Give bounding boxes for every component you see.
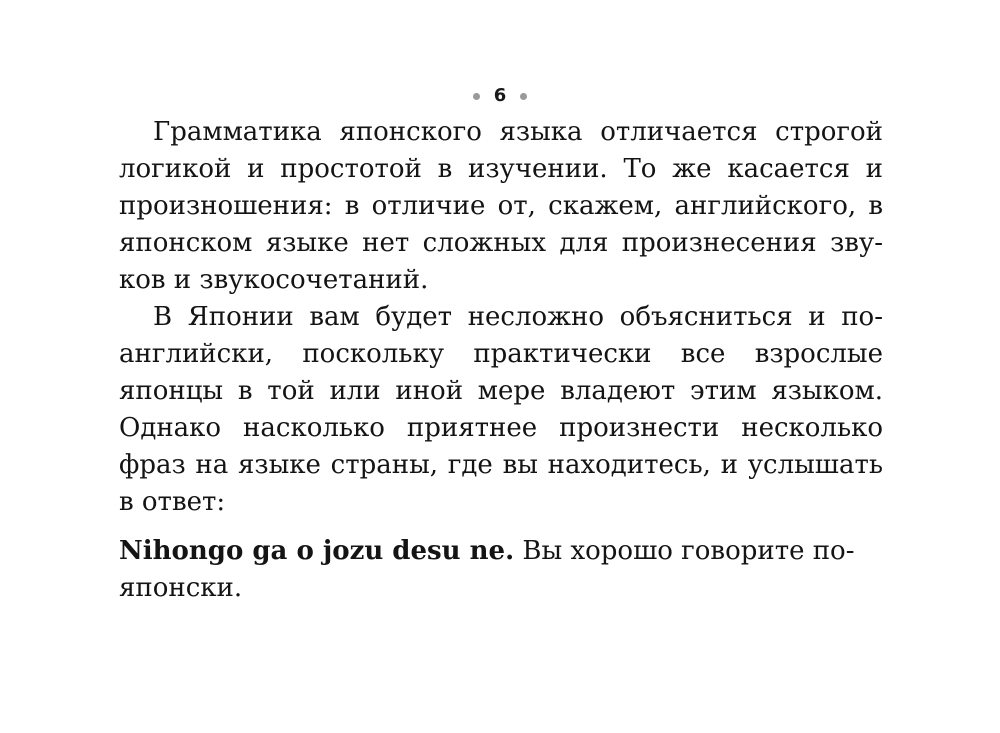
page-number: 6 xyxy=(493,85,507,106)
phrase-translation: Вы хорошо говорите по-японски. xyxy=(119,536,855,603)
body-text xyxy=(119,114,883,607)
right-dot-ornament xyxy=(520,93,527,100)
page-number-header xyxy=(0,84,1000,108)
paragraph-english: В Японии вам будет несложно объясниться и по-английски, поскольку практически все взрослые японцы в той или иной мере владеют этим языком. Однако насколько приятнее произнести несколько фраз на языке страны, где вы находитесь, и услышать в ответ: xyxy=(119,302,883,517)
left-dot-ornament xyxy=(473,93,480,100)
japanese-phrase: Nihongo ga o jozu desu ne. xyxy=(119,536,515,566)
example-phrase xyxy=(119,533,883,607)
paragraph-grammar: Грамматика японского языка отличается строгой логикой и простотой в изучении. То же касается и произношения: в отличие от, скажем, английского, в японском языке нет сложных для произнесения звуков и звукосочетаний. xyxy=(119,117,883,295)
